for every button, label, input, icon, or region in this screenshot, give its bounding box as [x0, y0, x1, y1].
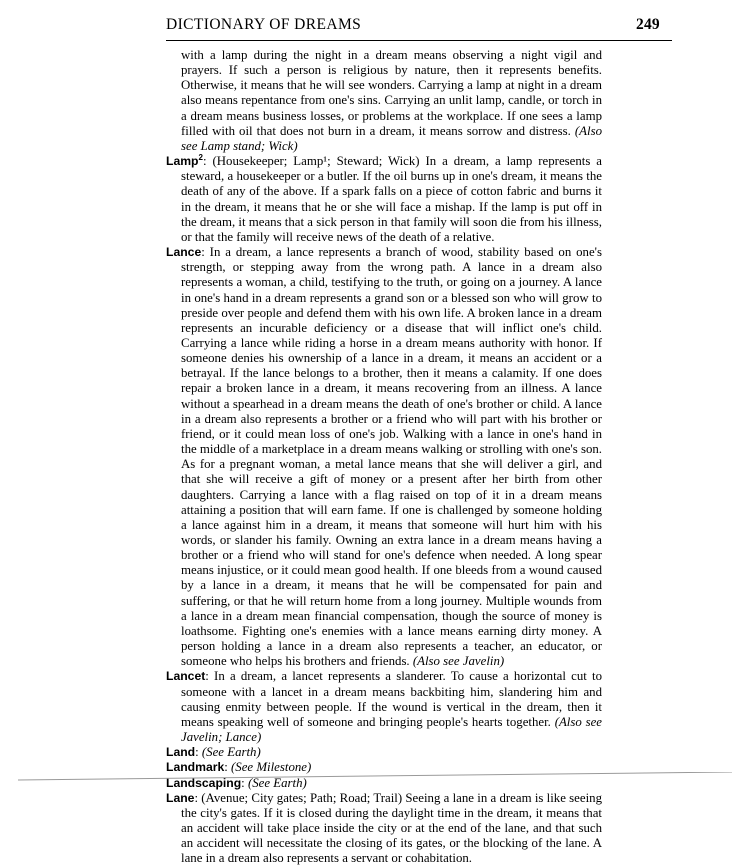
entry-headword: Lance — [166, 245, 202, 260]
cross-reference: (See Earth) — [201, 745, 261, 760]
headword-text: Lamp — [166, 154, 199, 169]
cross-reference: (Also see Lamp stand; Wick) — [181, 123, 602, 153]
page-content — [166, 16, 660, 866]
entry-body: : — [241, 775, 248, 790]
entry-body: : — [195, 745, 202, 760]
entry-headword: Landmark — [166, 760, 225, 775]
entry-body: : (Avenue; City gates; Path; Road; Trail) Seeing a lane in a dream is like seeing the city's gates. If it is closed during the daylight time in the dream, it means that an accident will take place inside the city or at the end of the lane, and that such an accident will necessitate the closing of its gates, or the blocking of the lane. A lane in a dream also represents a servant or cohabitation. — [181, 790, 602, 866]
page-title: DICTIONARY OF DREAMS — [166, 16, 362, 33]
entry-headword: Land — [166, 745, 196, 760]
entry-headword: Landscaping — [166, 775, 242, 790]
entry-headword: Lane — [166, 790, 195, 805]
header-rule — [166, 40, 672, 41]
entry-body: : — [224, 760, 232, 775]
running-head — [166, 16, 672, 38]
entry-lamp-2 — [166, 154, 602, 245]
cross-reference: (Also see Javelin) — [412, 654, 505, 669]
entry-lamp-continued — [166, 48, 602, 154]
headword-superscript: 2 — [198, 153, 203, 163]
entry-body: : In a dream, a lancet represents a slanderer. To cause a horizontal cut to someone with a lancet in a dream means backbiting him, slandering him and causing enmity between people. If the wound is vertical in the dream, then it means speaking well of someone and bringing people's hearts together. — [181, 669, 602, 729]
entry-lance — [166, 245, 602, 669]
cross-reference: (Also see Javelin; Lance) — [181, 714, 602, 745]
text-column — [166, 48, 602, 866]
cross-reference: (See Milestone) — [231, 760, 312, 775]
entry-lancet — [166, 669, 602, 745]
entry-lane — [166, 791, 602, 866]
page-number: 249 — [636, 16, 660, 33]
cross-reference: (See Earth) — [247, 775, 307, 790]
entry-body: : In a dream, a lance represents a branch of wood, stability based on one's strength, or stepping away from the wrong path. A lance in a dream also represents a woman, a child, testifying to the truth, or going on a journey. A lance in one's hand in a dream represents a grand son or a blessed son who will grow to preside over people and defend them with his own life. A broken lance in a dream represents an incurable deficiency or a disease that will inflict one's child. Carrying a lance while riding a horse in a dream means authority with honor. If someone denies his ownership of a lance in a dream, it means an accident or a betrayal. If the lance belongs to a brother, then it means a calamity. If one does repair a broken lance in a dream, it means recovering from an illness. A lance without a spearhead in a dream means the death of one's brother or child. A lance in a dream also represents a brother or a friend who will part with his brother or friend, or it could mean loss of one's job. Walking with a lance in one's hand in the middle of a marketplace in a dream means walking or strolling with one's son. As for a pregnant woman, a metal lance means that she will deliver a girl, and that she will receive a gift of money or a present after her birth from other daughters. Carrying a lance with a flag raised on top of it in a dream means attaining a position that will earn fame. If one is challenged by someone holding a lance against him in a dream, it means that someone will hurt him with his words, or slander his family. Owning an extra lance in a dream means having a brother or a friend who will stand for one's defence when needed. A long spear means injustice, or it could mean good health. If one bleeds from a wound caused by a lance in a dream, it means that he will be compensated for pain and suffering, or that he will return home from a long journey. Multiple wounds from a lance in a dream mean financial compensation, though the source of money is loathsome. Fighting one's enemies with a lance means earning dirty money. A person holding a lance in a dream also represents a teacher, an educator, or someone who helps his brothers and friends. — [181, 245, 602, 669]
entry-land — [166, 745, 602, 760]
entry-headword — [166, 154, 203, 168]
entry-headword: Lancet — [166, 669, 206, 684]
scan-page-edge — [18, 772, 732, 782]
entry-body: with a lamp during the night in a dream means observing a night vigil and prayers. If such a person is religious by nature, then it represents benefits. Otherwise, it means that he will see wonders. Carrying a lamp at night in a dream also means repentance from one's sins. Carrying an unlit lamp, candle, or torch in a dream means business losses, or problems at the workplace. If one sees a lamp filled with oil that does not burn in a dream, it means sorrow and distress. — [181, 48, 602, 138]
entry-body: : (Housekeeper; Lamp¹; Steward; Wick) In a dream, a lamp represents a steward, a housekeeper or a butler. If the oil burns up in one's dream, it means the death of any of the above. If a spark falls on a piece of cotton fabric and burns it in the dream, it means that he or she will face a mishap. If the lamp is put off in the dream, it means that a sick person in that family will soon die from his illness, or that the family will receive news of the death of a relative. — [181, 154, 602, 244]
